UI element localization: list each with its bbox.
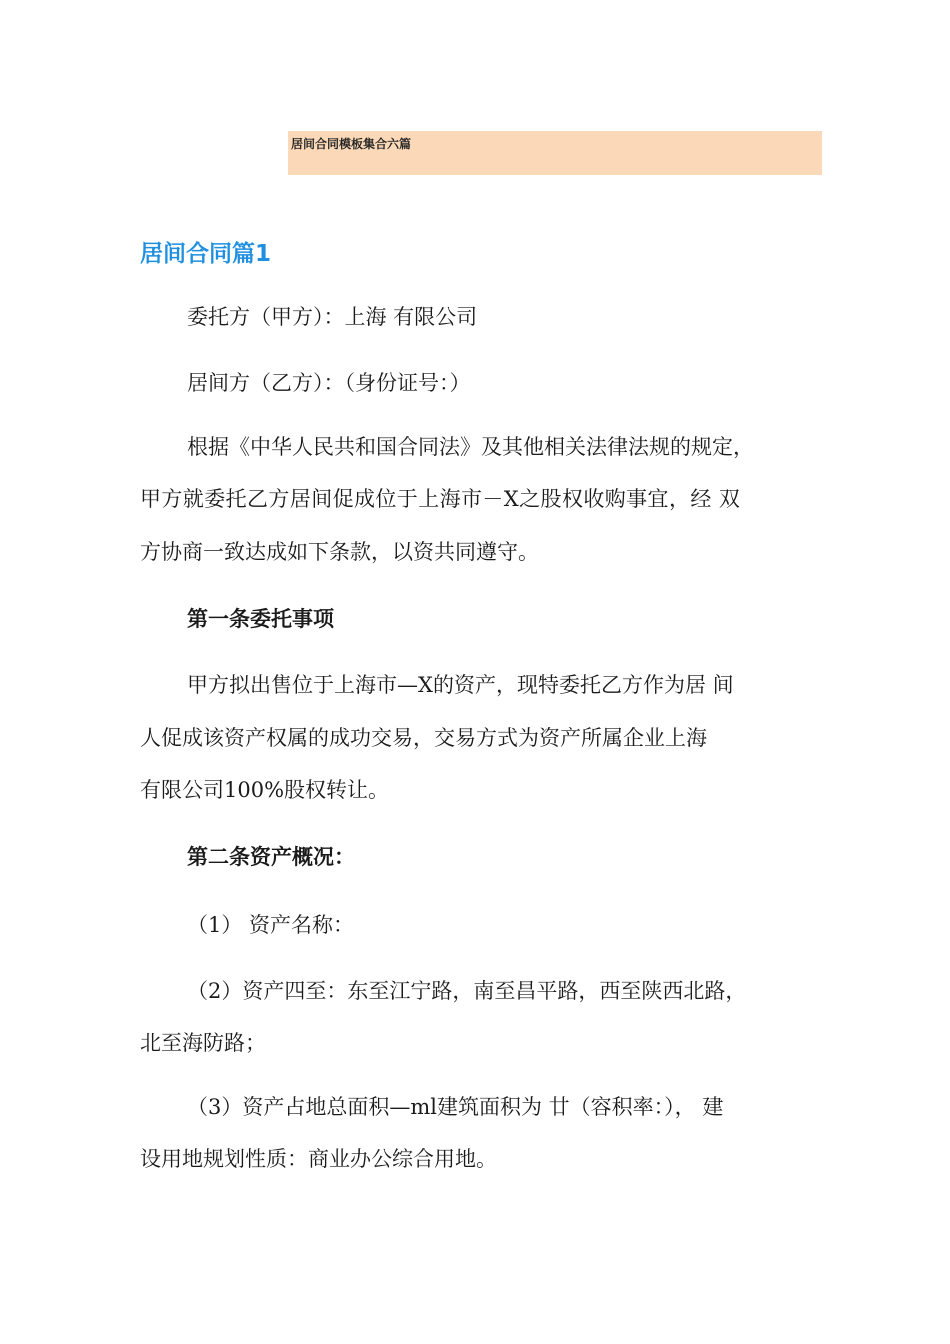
intro-line-1: 根据《中华人民共和国合同法》及其他相关法律法规的规定， (187, 435, 754, 459)
article-1-line-1: 甲方拟出售位于上海市—X的资产，现特委托乙方作为居 间 (187, 673, 734, 697)
broker-line: 居间方（乙方）：（身份证号：） (187, 371, 471, 395)
document-banner (288, 131, 822, 175)
article-1-line-2: 人促成该资产权属的成功交易，交易方式为资产所属企业上海 (140, 726, 707, 750)
asset-item-2-line-2: 北至海防路； (140, 1031, 266, 1055)
asset-item-3-line-2: 设用地规划性质：商业办公综合用地。 (140, 1147, 497, 1171)
document-title: 居间合同模板集合六篇 (291, 137, 412, 151)
intro-line-3: 方协商一致达成如下条款，以资共同遵守。 (140, 540, 539, 564)
article-2-title: 第二条资产概况： (187, 844, 355, 869)
asset-item-1: （1） 资产名称： (187, 913, 355, 937)
intro-line-2: 甲方就委托乙方居间促成位于上海市－X之股权收购事宜，经 双 (140, 487, 741, 511)
article-1-line-3: 有限公司100%股权转让。 (140, 778, 390, 802)
asset-item-2-line-1: （2）资产四至：东至江宁路，南至昌平路，西至陕西北路， (187, 979, 747, 1003)
section-heading: 居间合同篇1 (140, 241, 272, 267)
asset-item-3-line-1: （3）资产占地总面积—ml建筑面积为 廿（容积率：）， 建 (187, 1095, 724, 1119)
client-line: 委托方（甲方）：上海 有限公司 (187, 305, 478, 329)
article-1-title: 第一条委托事项 (187, 606, 334, 631)
